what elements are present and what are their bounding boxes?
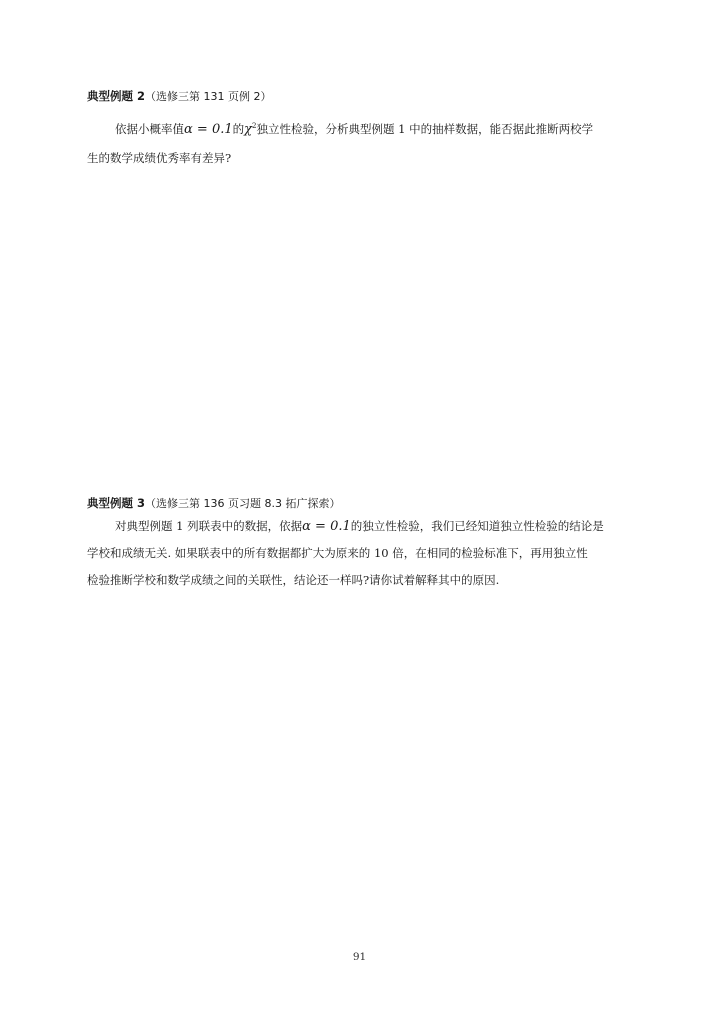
example-3-line-1: [87, 513, 635, 540]
example-2-text-a: 依据小概率值: [115, 122, 184, 136]
chi-superscript: 2: [252, 122, 257, 131]
page-number: 91: [352, 951, 367, 963]
example-3-heading: [87, 495, 341, 512]
example-2-line-1: [87, 115, 635, 144]
example-2-label: 典型例题 2: [87, 89, 146, 103]
example-2-heading: [87, 88, 272, 105]
example-3-paragraph: [87, 513, 635, 594]
example-2-line-2: 生的数学成绩优秀率有差异?: [87, 151, 232, 165]
example-3-text-a: 对典型例题 1 列联表中的数据，依据: [115, 519, 303, 533]
chi-symbol: χ: [244, 122, 253, 137]
example-3-text-b: 的独立性检验，我们已经知道独立性检验的结论是: [350, 519, 604, 533]
example-3-source: （选修三第 136 页习题 8.3 拓广探索）: [145, 497, 341, 510]
alpha-symbol: α: [184, 122, 193, 137]
example-2-text-b: 的: [232, 122, 245, 136]
alpha-symbol: α: [302, 519, 311, 534]
example-3-line-3: 检验推断学校和数学成绩之间的关联性，结论还一样吗?请你试着解释其中的原因.: [87, 573, 500, 587]
example-3-line-2: 学校和成绩无关. 如果联表中的所有数据都扩大为原来的 10 倍，在相同的检验标准下，再用独立性: [87, 546, 588, 560]
example-3-label: 典型例题 3: [87, 496, 146, 510]
example-2-text-c: 独立性检验，分析典型例题 1 中的抽样数据，能否据此推断两校学: [256, 122, 594, 136]
example-2-source: （选修三第 131 页例 2）: [145, 90, 272, 103]
alpha-value: = 0.1: [310, 519, 351, 534]
example-2-paragraph: [87, 115, 635, 172]
alpha-value: = 0.1: [192, 122, 233, 137]
